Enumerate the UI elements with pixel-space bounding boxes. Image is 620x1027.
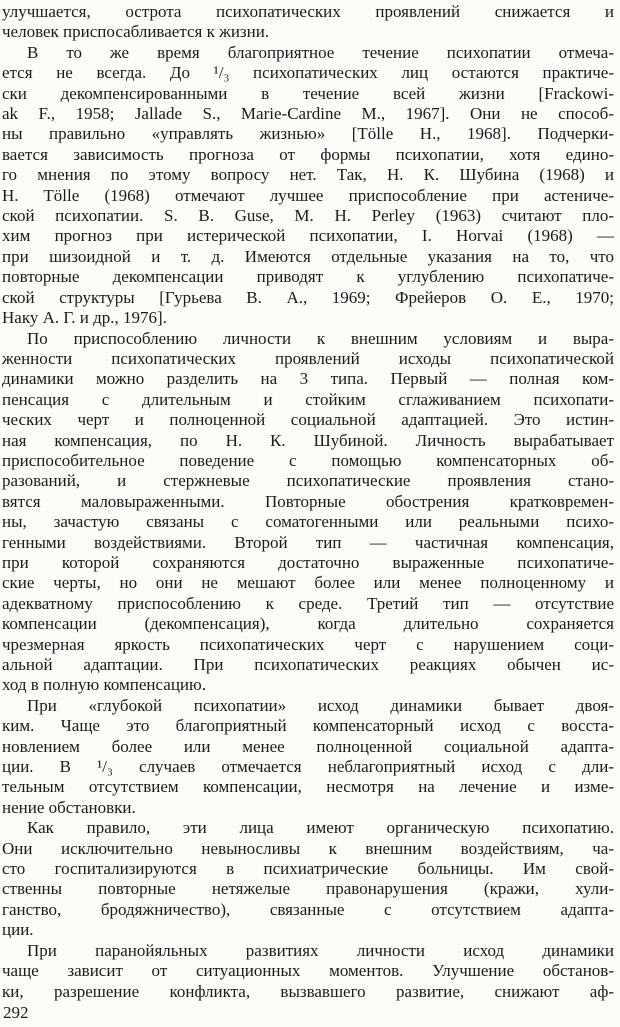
text-line: улучшается, острота психопатических проявлений снижается и [2,2,614,21]
text-line: при шизоидной и т. д. Имеются отдельные указания на то, что [2,246,614,266]
text-line: альной адаптации. При психопатических реакциях обычен ис- [2,655,614,674]
text-line: го мнения по этому вопросу нет. Так, Н. К. Шубина (1968) и [2,165,614,185]
text-line: Они исключительно невыносливы к внешним воздействиям, ча- [2,838,614,858]
text-line: При «глубокой психопатии» исход динамики бывает двоя- [27,695,614,715]
text-line: Наку А. Г. и др., 1976]. [2,308,167,328]
text-line: ской психопатии. S. B. Guse, M. H. Perley (1963) считают пло- [2,206,614,226]
text-line: динамики можно разделить на 3 типа. Первый — полная ком- [2,369,614,389]
text-line: сто госпитализируются в психиатрические больницы. Им свой- [2,859,614,879]
text-line: ции. [2,920,34,940]
text-line: тельным отсутствием компенсации, несмотря на лечение и изме- [2,777,614,797]
text-line: ственны повторные нетяжелые правонарушения (кражи, хули- [2,879,614,899]
text-line: новлением более или менее полноценной социальной адапта- [2,736,614,756]
text-line: при которой сохраняются достаточно выраженные психопатиче- [2,552,614,572]
text-line: ход в полную компенсацию. [2,675,206,695]
text-line: компенсации (декомпенсация), когда длительно сохраняется [2,614,614,634]
text-line: человек приспосабливается к жизни. [2,22,270,42]
text-line: ские черты, но они не мешают более или менее полноценному и [2,573,614,593]
text-line: ны, зачастую связаны с соматогенными или реальными психо- [2,512,614,532]
text-line: H. Tölle (1968) отмечают лучшее приспособление при астениче- [2,185,614,205]
text-line: ски декомпенсированными в течение всей жизни [Frackowi- [2,83,614,103]
text-line: приспособительное поведение с помощью компенсаторных об- [2,450,614,470]
text-line: По приспособлению личности к внешним условиям и выра- [27,328,614,348]
text-line: чаще зависит от ситуационных моментов. Улучшение обстанов- [2,961,614,981]
text-line: ки, разрешение конфликта, вызвавшего развитие, снижают аф- [2,981,614,1001]
text-line: адекватному приспособлению к среде. Третий тип — отсутствие [2,593,614,613]
text-line: ской структуры [Гурьева В. А., 1969; Фрейеров О. Е., 1970; [2,287,614,307]
text-line: вается зависимость прогноза от формы психопатии, хотя едино- [2,144,614,164]
text-line: пенсация с длительным и стойким сглаживанием психопати- [2,389,614,409]
text-line: ная компенсация, по Н. К. Шубиной. Личность вырабатывает [2,430,614,450]
text-line: При паранойяльных развитиях личности исход динамики [27,940,614,960]
text-line: ганство, бродяжничество), связанные с отсутствием адапта- [2,899,614,919]
text-line: разований, и стержневые психопатические проявления стано- [2,471,614,491]
text-line: женности психопатических проявлений исходы психопатической [2,348,614,368]
text-line: хим прогноз при истерической психопатии, I. Horvai (1968) — [2,226,614,246]
page-number: 292 [3,1003,29,1022]
text-line: ны правильно «управлять жизнью» [Tölle H., 1968]. Подчерки- [2,124,614,144]
text-block [2,2,614,1002]
text-line: ции. В ¹/₃ случаев отмечается неблагоприятный исход с дли- [2,757,614,777]
text-line: ak F., 1958; Jallade S., Marie-Cardine M., 1967]. Они не способ- [2,104,614,124]
text-line: нение обстановки. [2,797,136,817]
text-line: Как правило, эти лица имеют органическую психопатию. [27,818,614,838]
text-line: В то же время благоприятное течение психопатии отмеча- [27,42,614,62]
text-line: ется не всегда. До ¹/₃ психопатических лиц остаются практиче- [2,63,614,83]
text-line: повторные декомпенсации приводят к углублению психопатиче- [2,267,614,287]
text-line: генными воздействиями. Второй тип — частичная компенсация, [2,532,614,552]
text-line: ческих черт и полноценной социальной адаптацией. Это истин- [2,410,614,430]
text-line: ким. Чаще это благоприятный компенсаторный исход с восста- [2,716,614,736]
text-line: вятся маловыраженными. Повторные обострения кратковремен- [2,491,614,511]
text-line: чрезмерная яркость психопатических черт с нарушением соци- [2,634,614,654]
